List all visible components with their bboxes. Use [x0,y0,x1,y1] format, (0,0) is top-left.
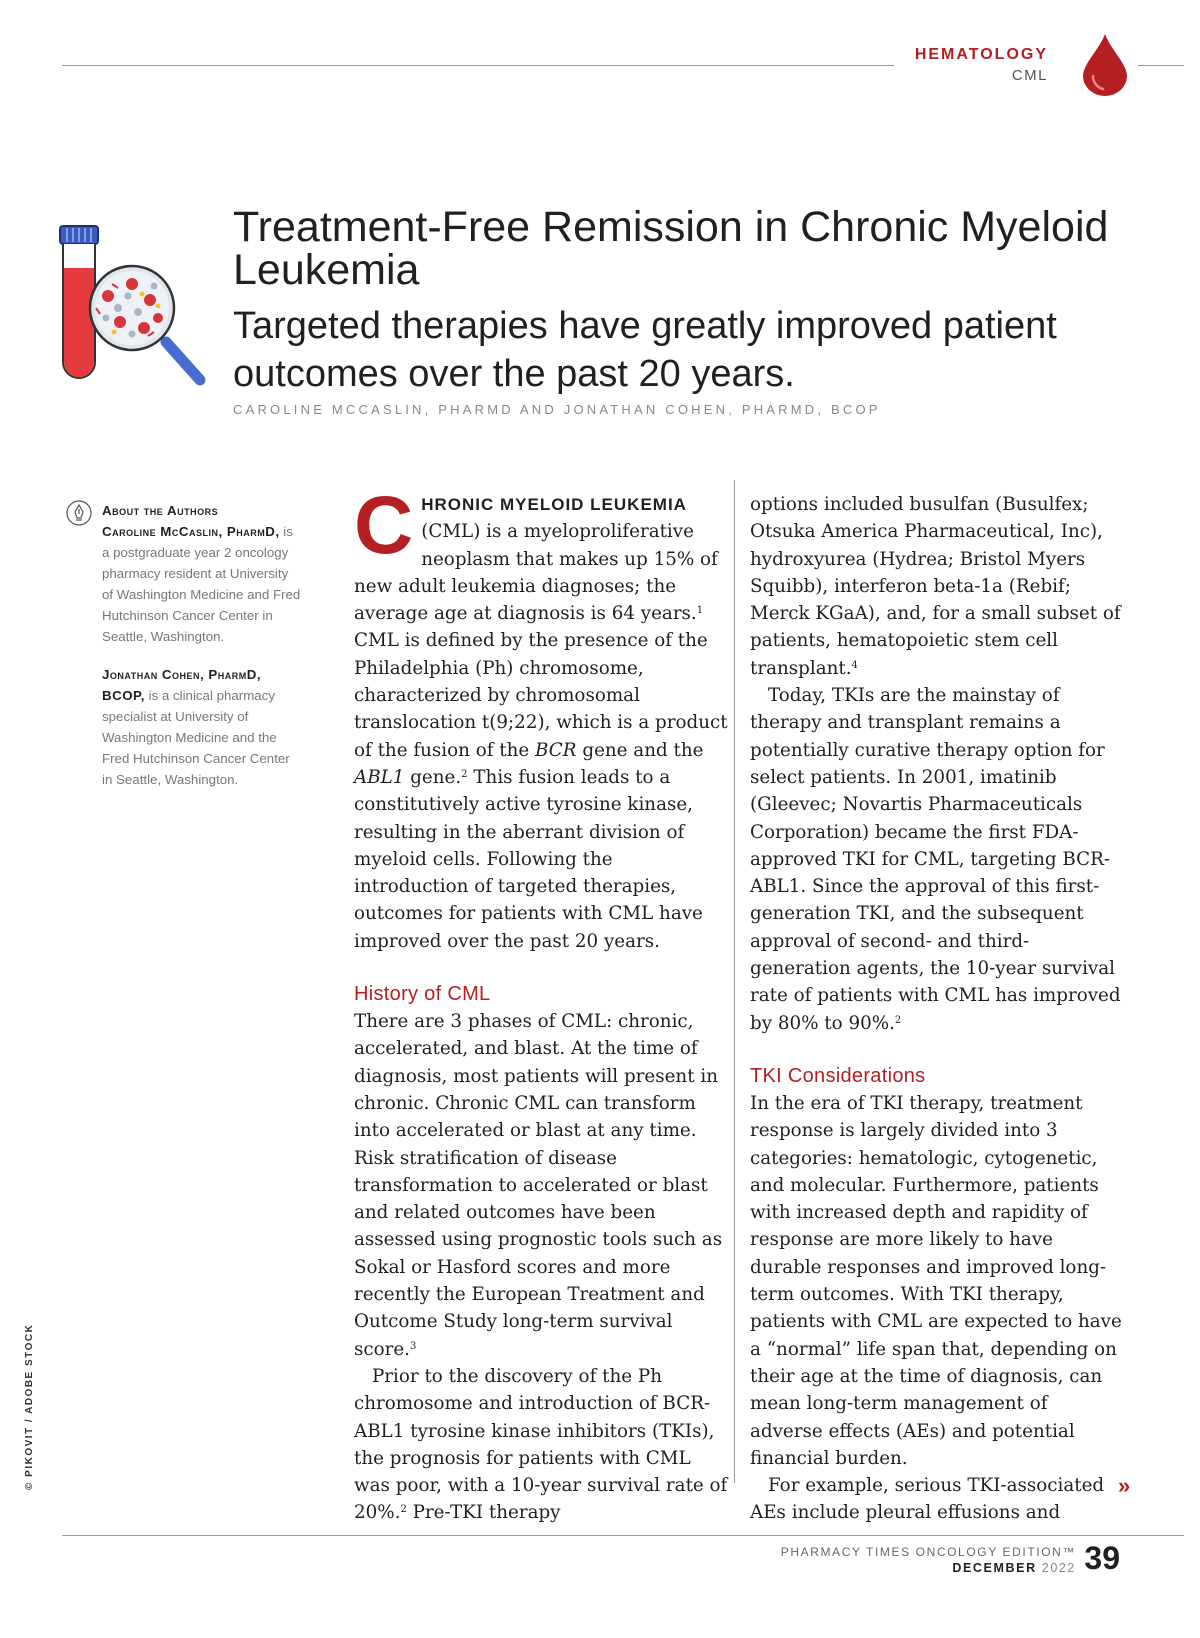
text-run: Prior to the discovery of the Ph chromosome and introduction of BCR-ABL1 tyrosine kinase inhibitors (TKIs), the prognosis for patients with CML was poor, with a 10-year survival rate of 20%. [354,1365,728,1524]
footnote-ref: 1 [696,605,704,617]
section-heading: TKI Considerations [750,1064,926,1087]
paragraph [750,491,1125,682]
text-run: options included busulfan (Busulfex; Otsuka America Pharmaceutical, Inc), hydroxyurea (Hydrea; Bristol Myers Squibb), interferon beta-1a (Rebif; Merck KGaA), and, for a small subset of patients, hematopoietic stem cell transplant. [750,494,1121,679]
text-run: Today, TKIs are the mainstay of therapy and transplant remains a potentially curative therapy option for select patients. In 2001, imatinib (Gleevec; Novartis Pharmaceuticals Corporation) became the first FDA-approved TKI for CML, targeting BCR-ABL1. Since the approval of this first-generation TKI, and the subsequent approval of second- and third-generation agents, the 10-year survival rate of patients with CML has improved by 80% to 90%. [750,685,1121,1034]
gene-name: BCR [535,739,577,761]
footnote-ref: 2 [400,1504,407,1516]
footnote-ref: 4 [851,659,858,671]
section-heading: History of CML [354,983,491,1006]
continued-arrow-icon: » [1118,1473,1131,1498]
publication-name: PHARMACY TIMES ONCOLOGY EDITION™ [780,1545,1076,1559]
article-subtitle: Targeted therapies have greatly improved patient outcomes over the past 20 years. [233,305,1057,395]
body-column-1 [354,480,729,1527]
blood-drop-icon [1081,32,1129,100]
text-run: gene and the [582,739,704,761]
column-divider [734,480,735,1483]
footnote-ref: 3 [410,1340,417,1352]
author2-bio: is a clinical pharmacy specialist at University of Washington Medicine and the Fred Hutchinson Cancer Center in Seattle, Washington. [102,688,290,787]
author2-name: Jonathan Cohen, PharmD, BCOP, [102,667,262,703]
section-label [915,46,1048,84]
gene-name: ABL1 [354,766,405,788]
lead-in: HRONIC MYELOID LEUKEMIA [421,495,687,514]
issue-month: DECEMBER [952,1561,1037,1575]
footer [781,1545,1076,1575]
paragraph [354,1008,729,1363]
text-run: CML is defined by the presence of the Philadelphia (Ph) chromosome, characterized by chromosomal translocation t(9;22), which is a product of the fusion of the [354,630,728,761]
author1-bio: is a postgraduate year 2 oncology pharmacy resident at University of Washington Medicine and Fred Hutchinson Cancer Center in Seattle, Washington. [102,524,301,644]
paragraph: For example, serious TKI-associated AEs include pleural effusions and [750,1475,1105,1524]
test-tube-magnifier-icon [58,224,218,398]
issue-year: 2022 [1041,1561,1076,1575]
footnote-ref: 2 [461,768,468,780]
text-run: This fusion leads to a constitutively active tyrosine kinase, resulting in the aberrant division of myeloid cells. Following the introduction of targeted therapies, outcomes for patients with CML have improved over the past 20 years. [354,766,703,952]
about-heading: About the Authors [102,503,219,518]
section-title: HEMATOLOGY [914,46,1048,63]
article-byline: CAROLINE MCCASLIN, PHARMD AND JONATHAN COHEN, PHARMD, BCOP [233,402,881,417]
text-run: There are 3 phases of CML: chronic, accelerated, and blast. At the time of diagnosis, most patients will present in chronic. Chronic CML can transform into accelerated or blast at any time. Risk stratification of disease transformation to accelerated or blast and related outcomes have been assessed using prognostic tools such as Sokal or Hasford scores and more recently the European Treatment and Outcome Study long-term survival score. [354,1011,723,1360]
author1-name: Caroline McCaslin, PharmD, [102,524,280,539]
page-number: 39 [1084,1540,1120,1576]
footer-rule [62,1535,1184,1536]
pen-nib-icon [66,500,92,531]
drop-cap: C [354,480,414,571]
paragraph [750,682,1125,1037]
intro-paragraph [354,480,729,955]
text-run: Pre-TKI therapy [412,1502,561,1524]
header-rule-right [1138,65,1184,66]
body-column-2 [750,491,1125,1527]
paragraph: In the era of TKI therapy, treatment response is largely divided into 3 categories: hematologic, cytogenetic, and molecular. Furthermore, patients with increased depth and rapidity of response are more likely to have durable responses and improved long-term outcomes. With TKI therapy, patients with CML are expected to have a “normal” life span that, depending on their age at the time of diagnosis, can mean long-term management of adverse effects (AEs) and potential financial burden. [750,1092,1122,1469]
paragraph [354,1363,729,1527]
about-text [102,500,302,807]
footnote-ref: 2 [894,1014,902,1026]
text-run: (CML) is a myeloproliferative neoplasm that makes up 15% of new adult leukemia diagnoses; the average age at diagnosis is 64 years. [354,521,718,625]
article-title: Treatment-Free Remission in Chronic Myeloid Leukemia [233,203,1109,294]
section-subtitle: CML [1011,67,1048,84]
text-run: gene. [410,766,462,788]
issue-date [781,1561,1076,1575]
header-rule [62,65,894,66]
photo-credit: © PIKOVIT / ADOBE STOCK [24,1323,35,1490]
